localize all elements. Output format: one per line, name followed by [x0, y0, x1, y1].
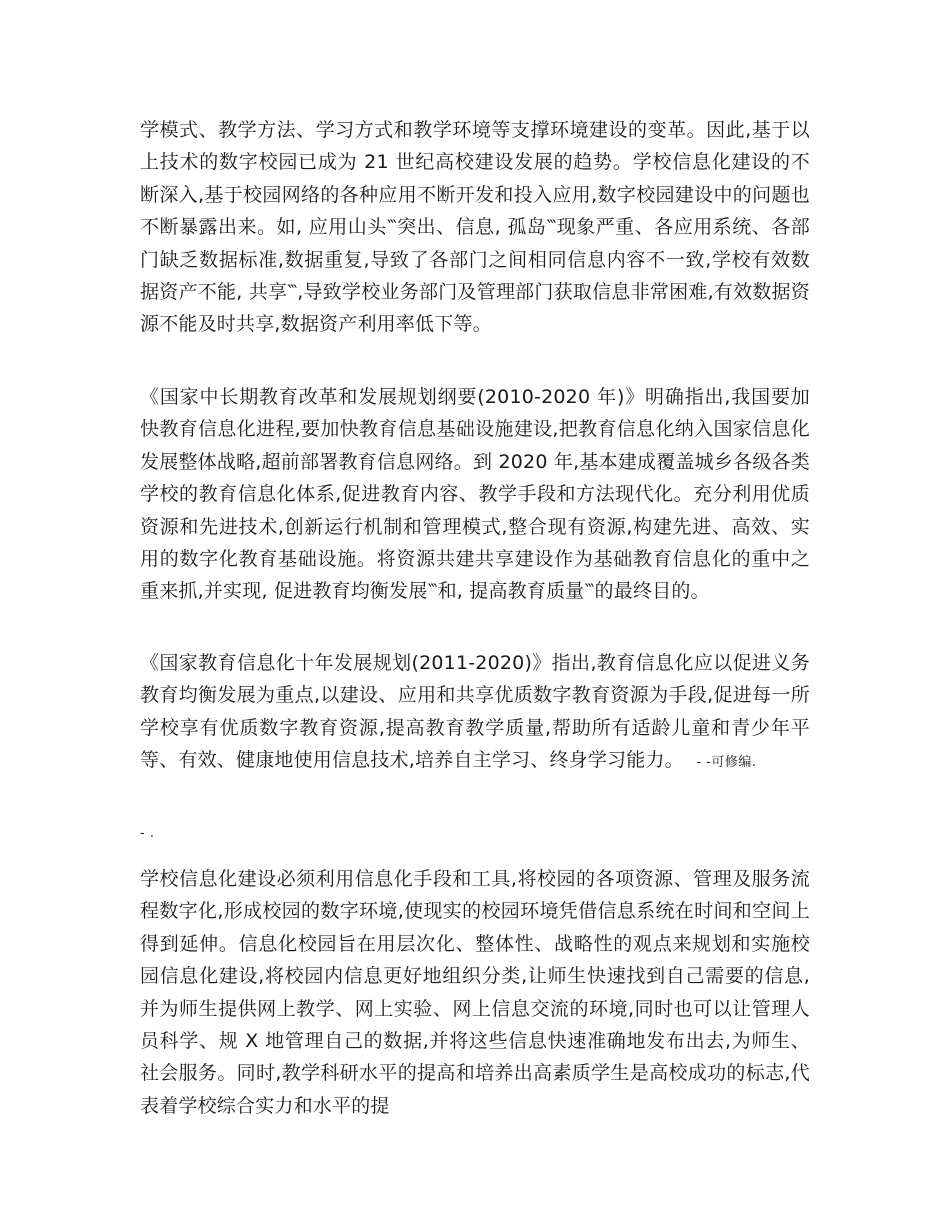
paragraph-school-informatization-construction: 学校信息化建设必须利用信息化手段和工具,将校园的各项资源、管理及服务流程数字化,形成校园的数字环境,使现实的校园环境凭借信息系统在时间和空间上得到延伸。信息化校园旨在用层次化、整体性、战略性的观点来规划和实施校园信息化建设,将校园内信息更好地组织分类,让师生快速找到自己需要的信息,并为师生提供网上教学、网上实验、网上信息交流的环境,同时也可以让管理人员科学、规 X 地管理自己的数据,并将这些信息快速准确地发布出去,为师生、社会服务。同时,教学科研水平的提高和培养出高素质学生是高校成功的标志,代表着学校综合实力和水平的提 — [140, 868, 810, 1117]
paragraph-education-reform-outline: 《国家中长期教育改革和发展规划纲要(2010-2020 年)》明确指出,我国要加快教育信息化进程,要加快教育信息基础设施建设,把教育信息化纳入国家信息化发展整体战略,超前部署教育信息网络。到 2020 年,基本建成覆盖城乡各级各类学校的教育信息化体系,促进教育内容、教学手段和方法现代化。充分利用优质资源和先进技术,创新运行机制和管理模式,整合现有资源,构建先进、高效、实用的数字化教育基础设施。将资源共建共享建设作为基础教育信息化的重中之重来抓,并实现, 促进教育均衡发展‷和, 提高教育质量‷的最终目的。 — [140, 386, 810, 603]
editable-note: - -可修编. — [696, 755, 757, 771]
paragraph-digital-campus-intro: 学模式、教学方法、学习方式和教学环境等支撑环境建设的变革。因此,基于以上技术的数字校园已成为 21 世纪高校建设发展的趋势。学校信息化建设的不断深入,基于校园网络的各种应用不断开发和投入应用,数字校园建设中的问题也不断暴露出来。如, 应用山头‷突出、信息, 孤岛‷现象严重、各应用系统、各部门缺乏数据标准,数据重复,导致了各部门之间相同信息内容不一致,学校有效数据资产不能, 共享‷,导致学校业务部门及管理部门获取信息非常困难,有效数据资源不能及时共享,数据资产利用率低下等。 — [140, 119, 810, 336]
page-separator: - . — [140, 826, 155, 841]
paragraph-education-informatization-plan — [140, 647, 810, 780]
paragraph-education-informatization-text: 《国家教育信息化十年发展规划(2011-2020)》指出,教育信息化应以促进义务教育均衡发展为重点,以建设、应用和共享优质数字教育资源为手段,促进每一所学校享有优质数字教育资源,提高教育教学质量,帮助所有适龄儿童和青少年平等、有效、健康地使用信息技术,培养自主学习、终身学习能力。 — [140, 652, 810, 772]
